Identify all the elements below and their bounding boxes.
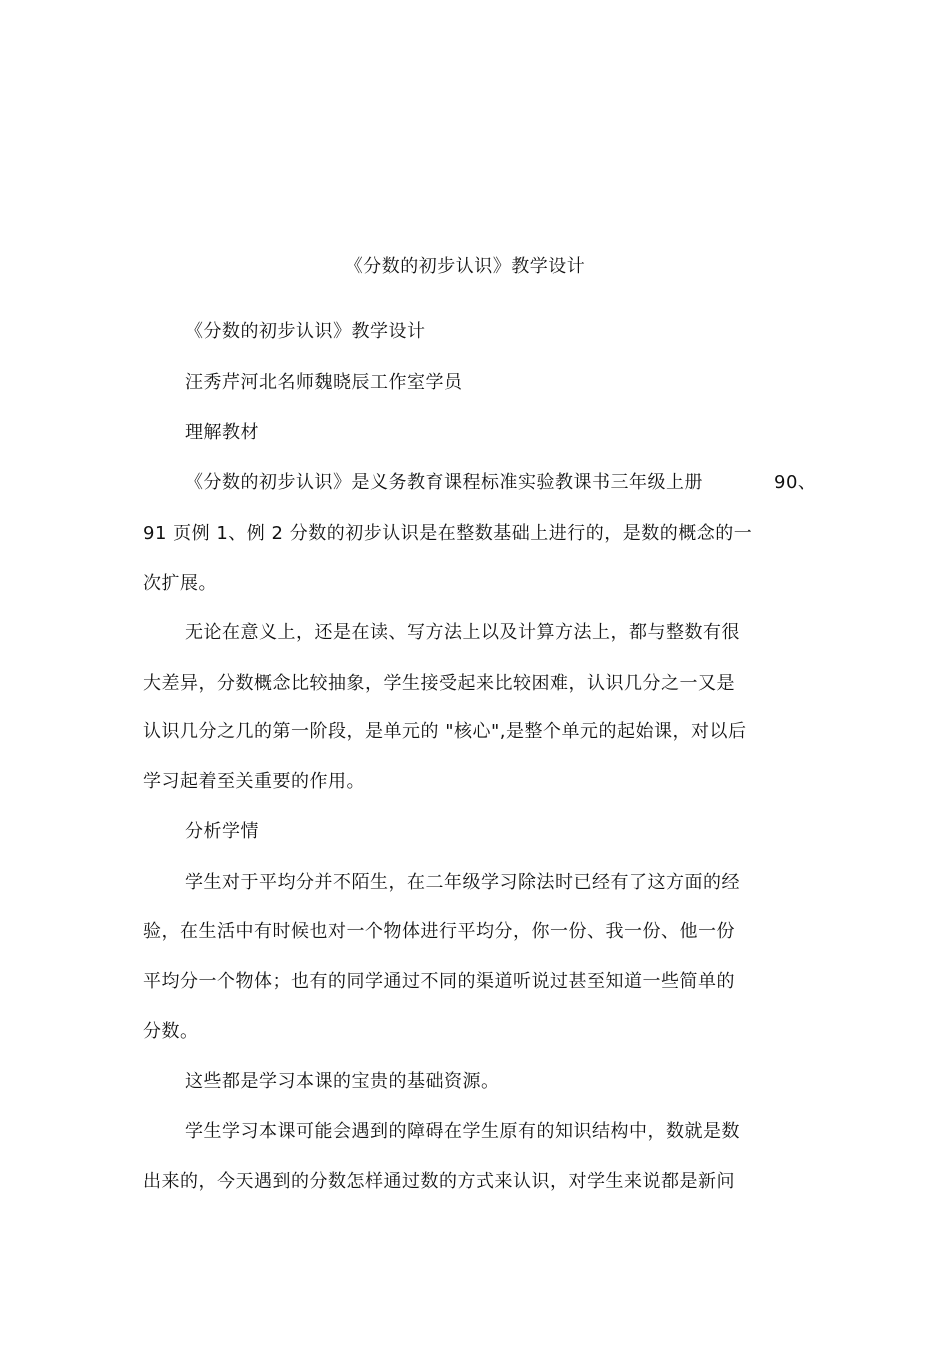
- paragraph-line: 次扩展。: [143, 573, 217, 594]
- paragraph-line: 认识几分之几的第一阶段，是单元的 "核心",是整个单元的起始课，对以后: [143, 721, 747, 742]
- paragraph-line: 出来的，今天遇到的分数怎样通过数的方式来认识，对学生来说都是新问: [143, 1171, 735, 1192]
- paragraph-line: 91 页例 1、例 2 分数的初步认识是在整数基础上进行的，是数的概念的一: [143, 523, 753, 544]
- paragraph-line: 学生对于平均分并不陌生，在二年级学习除法时已经有了这方面的经: [185, 872, 740, 893]
- paragraph-line-page-number: 90、: [774, 472, 817, 493]
- paragraph-line: 平均分一个物体；也有的同学通过不同的渠道听说过甚至知道一些简单的: [143, 971, 735, 992]
- section-heading-students: 分析学情: [185, 821, 259, 842]
- section-heading-textbook: 理解教材: [185, 422, 259, 443]
- paragraph-line: 学习起着至关重要的作用。: [143, 771, 365, 792]
- paragraph-line: 这些都是学习本课的宝贵的基础资源。: [185, 1071, 500, 1092]
- paragraph-line: 大差异，分数概念比较抽象，学生接受起来比较困难，认识几分之一又是: [143, 673, 735, 694]
- paragraph-line: 无论在意义上，还是在读、写方法上以及计算方法上，都与整数有很: [185, 622, 740, 643]
- paragraph-line: 学生学习本课可能会遇到的障碍在学生原有的知识结构中，数就是数: [185, 1121, 740, 1142]
- subtitle-line: 《分数的初步认识》教学设计: [185, 321, 426, 342]
- paragraph-line: 《分数的初步认识》是义务教育课程标准实验教课书三年级上册: [185, 472, 703, 493]
- paragraph-line: 验，在生活中有时候也对一个物体进行平均分，你一份、我一份、他一份: [143, 921, 735, 942]
- paragraph-line: 分数。: [143, 1021, 199, 1042]
- author-line: 汪秀芹河北名师魏晓辰工作室学员: [185, 372, 463, 393]
- document-title: 《分数的初步认识》教学设计: [344, 256, 586, 277]
